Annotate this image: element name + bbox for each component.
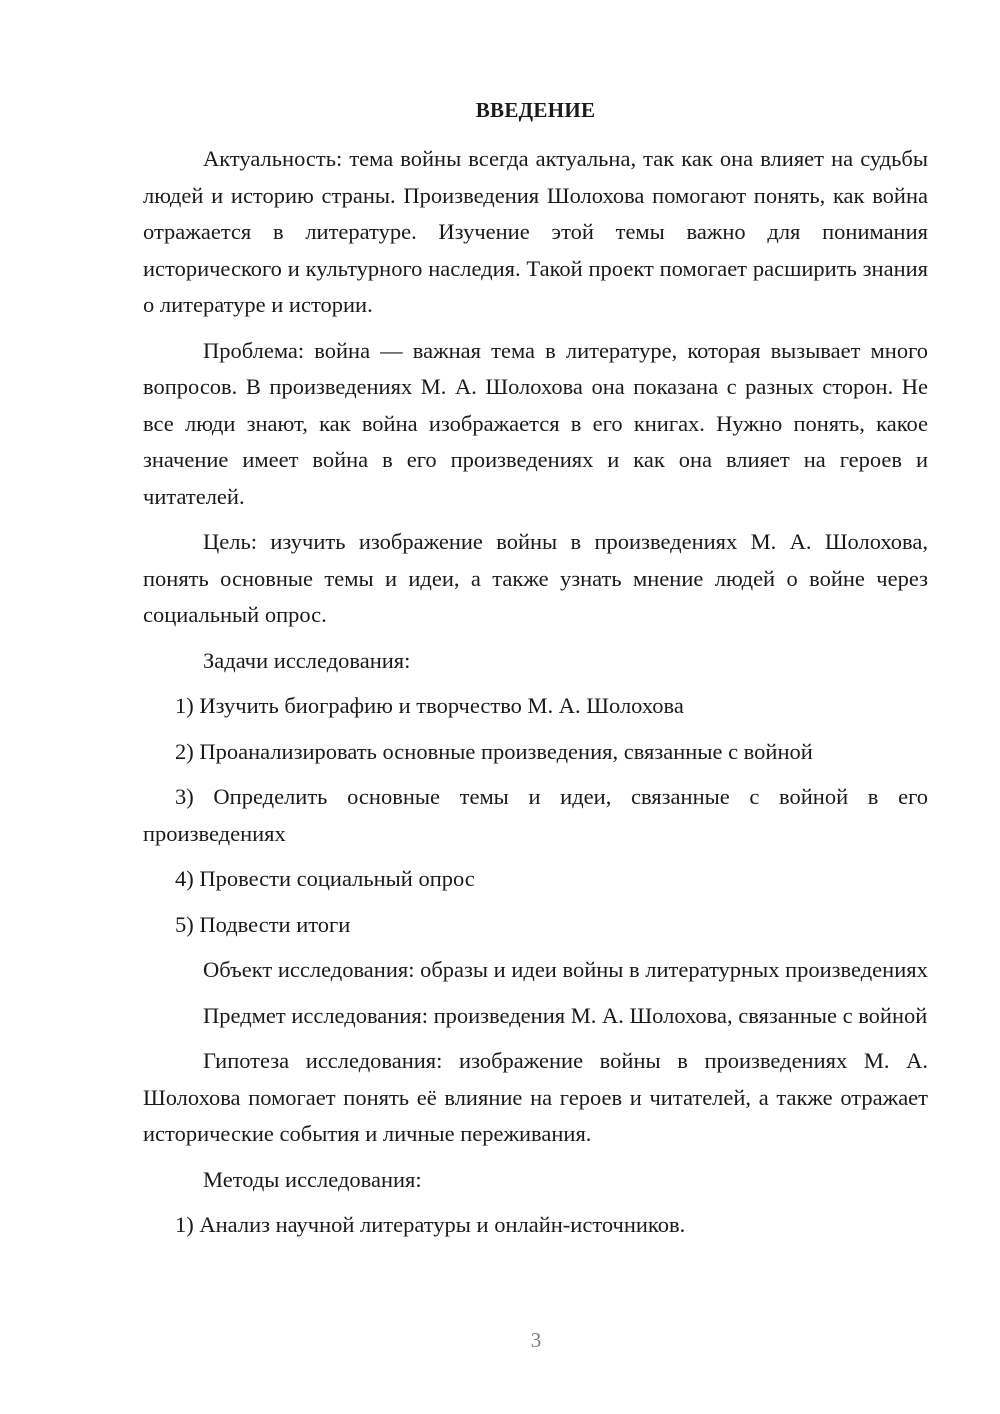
object-paragraph: Объект исследования: образы и идеи войны в литературных произведениях bbox=[203, 957, 928, 982]
section-title: ВВЕДЕНИЕ bbox=[475, 98, 596, 122]
task-item-1: 1) Изучить биографию и творчество М. А. Шолохова bbox=[175, 693, 684, 718]
relevance-paragraph: Актуальность: тема войны всегда актуальна, так как она влияет на судьбы людей и историю страны. Произведения Шолохова помогают понять, как война отражается в литературе. Изучение этой темы важно для понимания исторического и культурного наследия. Такой проект помогает расширить знания о литературе и истории. bbox=[143, 146, 928, 317]
task-item-5: 5) Подвести итоги bbox=[175, 911, 351, 937]
task-item-2: 2) Проанализировать основные произведения, связанные с войной bbox=[175, 738, 813, 764]
task-item-4: 4) Провести социальный опрос bbox=[175, 866, 475, 891]
method-item-1: 1) Анализ научной литературы и онлайн-источников. bbox=[175, 1212, 686, 1237]
page-content bbox=[143, 92, 928, 1253]
problem-paragraph: Проблема: война — важная тема в литературе, которая вызывает много вопросов. В произведениях М. А. Шолохова она показана с разных сторон. Не все люди знают, как война изображается в его книгах. Нужно понять, какое значение имеет война в его произведениях и как она влияет на героев и читателей. bbox=[143, 337, 928, 509]
task-item-3: 3) Определить основные темы и идеи, связанные с войной в его произведениях bbox=[143, 784, 928, 846]
goal-paragraph: Цель: изучить изображение войны в произведениях М. А. Шолохова, понять основные темы и идеи, а также узнать мнение людей о войне через социальный опрос. bbox=[143, 529, 928, 627]
subject-paragraph: Предмет исследования: произведения М. А. Шолохова, связанные с войной bbox=[203, 1002, 928, 1028]
hypothesis-paragraph: Гипотеза исследования: изображение войны в произведениях М. А. Шолохова помогает понять её влияние на героев и читателей, а также отражает исторические события и личные переживания. bbox=[143, 1048, 928, 1146]
page-number: 3 bbox=[530, 1328, 542, 1352]
tasks-heading: Задачи исследования: bbox=[203, 647, 411, 673]
methods-heading: Методы исследования: bbox=[203, 1166, 422, 1192]
